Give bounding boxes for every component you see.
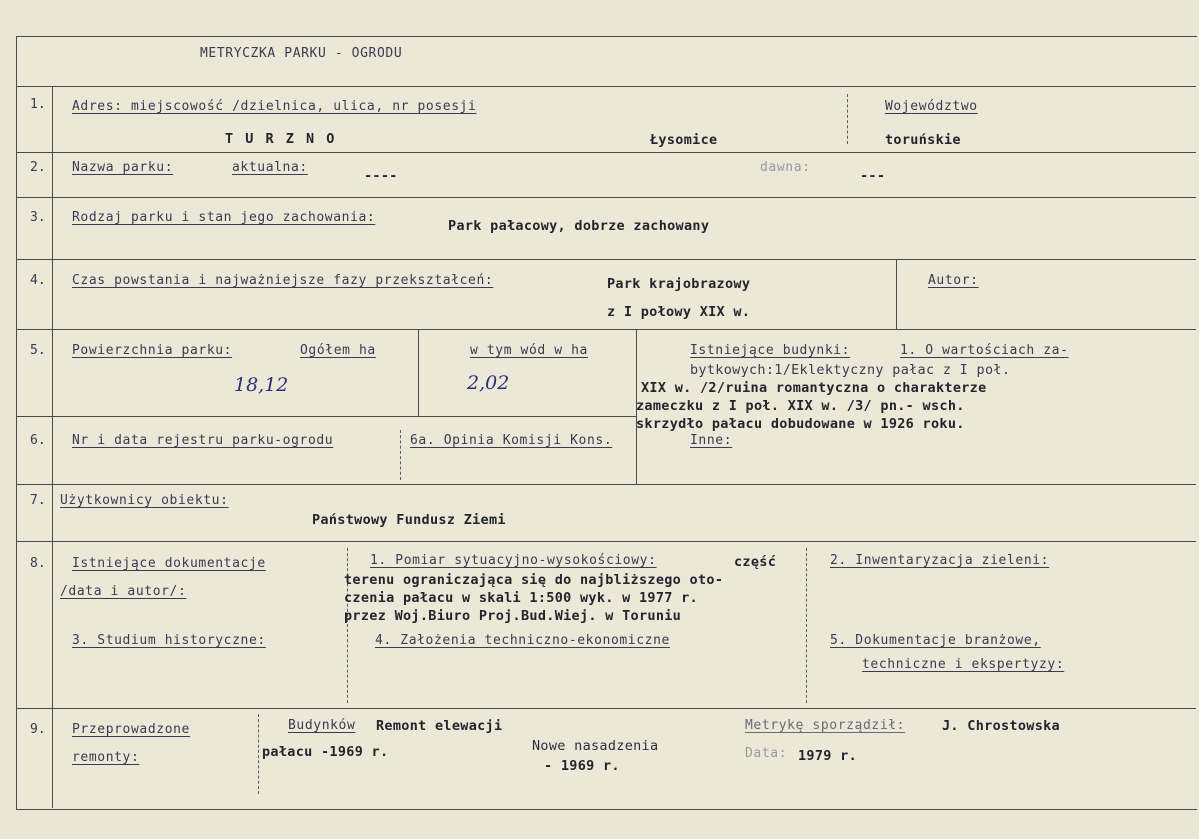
place-value: T U R Z N O — [225, 131, 337, 147]
commune-value: Łysomice — [650, 132, 718, 148]
dashed-divider — [847, 94, 848, 144]
former-name-value: --- — [860, 168, 886, 184]
section-number: 5. — [30, 343, 46, 358]
row-divider — [16, 329, 1196, 330]
total-area-label: Ogółem ha — [300, 343, 376, 358]
dashed-divider — [806, 548, 807, 703]
doc1-value-a: część — [734, 554, 777, 570]
section-number: 1. — [30, 97, 46, 112]
park-type-label: Rodzaj parku i stan jego zachowania: — [72, 210, 376, 225]
number-column-line — [52, 86, 53, 808]
register-label: Nr i data rejestru parku-ogrodu — [72, 433, 334, 448]
section-number: 9. — [30, 722, 46, 737]
planting-label: Nowe nasadzenia — [532, 738, 659, 754]
section-number: 7. — [30, 493, 46, 508]
column-divider — [896, 259, 897, 329]
opinion-label: 6a. Opinia Komisji Kons. — [410, 433, 613, 448]
park-type-value: Park pałacowy, dobrze zachowany — [448, 218, 710, 234]
buildings-note: 1. O wartościach za- — [900, 343, 1069, 358]
date-value: 1979 r. — [798, 748, 857, 764]
buildings-line5: skrzydło pałacu dobudowane w 1926 roku. — [636, 416, 965, 432]
doc4-label: 4. Założenia techniczno-ekonomiczne — [375, 633, 670, 648]
row-divider — [16, 197, 1196, 198]
dashed-divider — [400, 430, 401, 480]
voivodeship-label: Województwo — [885, 99, 978, 114]
voivodeship-value: toruńskie — [885, 132, 961, 148]
doc2-label: 2. Inwentaryzacja zieleni: — [830, 553, 1050, 568]
current-name-value: ---- — [364, 168, 398, 184]
origin-value-line1: Park krajobrazowy — [607, 276, 751, 292]
park-name-label: Nazwa parku: — [72, 160, 174, 175]
section-number: 4. — [30, 273, 46, 288]
section-number: 8. — [30, 556, 46, 571]
area-label: Powierzchnia parku: — [72, 343, 233, 358]
doc3-label: 3. Studium historyczne: — [72, 633, 266, 648]
row-divider — [16, 708, 1196, 709]
row-divider — [16, 86, 1196, 87]
prepared-by-value: J. Chrostowska — [942, 718, 1060, 734]
buildings-label: Istniejące budynki: — [690, 343, 851, 358]
section-number: 3. — [30, 210, 46, 225]
dashed-divider — [258, 714, 259, 794]
docs-label-line1: Istniejące dokumentacje — [72, 556, 266, 571]
former-name-label: dawna: — [760, 160, 811, 175]
doc5-label-line1: 5. Dokumentacje branżowe, — [830, 633, 1041, 648]
row-divider — [16, 152, 1196, 153]
doc1-line4: przez Woj.Biuro Proj.Bud.Wiej. w Toruniu — [344, 608, 682, 624]
total-area-value: 18,12 — [234, 374, 289, 396]
other-label: Inne: — [690, 433, 733, 448]
row-divider — [16, 484, 1196, 485]
column-divider — [418, 329, 419, 416]
section-number: 2. — [30, 160, 46, 175]
author-label: Autor: — [928, 273, 979, 288]
date-label: Data: — [745, 746, 788, 761]
water-area-label: w tym wód w ha — [470, 343, 588, 358]
origin-label: Czas powstania i najważniejsze fazy przekształceń: — [72, 273, 494, 288]
doc1-line2: terenu ograniczająca się do najbliższego oto- — [344, 572, 724, 588]
origin-value-line2: z I połowy XIX w. — [607, 304, 751, 320]
doc5-label-line2: techniczne i ekspertyzy: — [862, 657, 1065, 672]
buildings-repair-value: Remont elewacji — [376, 718, 503, 734]
repairs-label-line2: remonty: — [72, 750, 140, 765]
water-area-value: 2,02 — [467, 372, 510, 394]
planting-value: - 1969 r. — [544, 758, 620, 774]
address-label: Adres: miejscowość /dzielnica, ulica, nr posesji — [72, 99, 477, 114]
row-divider — [16, 541, 1196, 542]
prepared-label: Metrykę sporządził: — [745, 718, 906, 733]
buildings-line3: XIX w. /2/ruina romantyczna o charakterze — [641, 380, 987, 396]
buildings-repair-value2: pałacu -1969 r. — [262, 744, 389, 760]
buildings-repair-label: Budynków — [288, 718, 356, 733]
form-title: METRYCZKA PARKU - OGRODU — [200, 46, 403, 61]
users-value: Państwowy Fundusz Ziemi — [312, 512, 506, 528]
section-number: 6. — [30, 433, 46, 448]
doc1-line3: czenia pałacu w skali 1:500 wyk. w 1977 r. — [344, 590, 698, 606]
row-divider — [16, 416, 636, 417]
current-name-label: aktualna: — [232, 160, 308, 175]
row-divider — [16, 259, 1196, 260]
doc1-label: 1. Pomiar sytuacyjno-wysokościowy: — [370, 553, 657, 568]
users-label: Użytkownicy obiektu: — [60, 493, 229, 508]
docs-label-line2: /data i autor/: — [60, 584, 187, 599]
repairs-label-line1: Przeprowadzone — [72, 722, 190, 737]
buildings-line2: bytkowych:1/Eklektyczny pałac z I poł. — [690, 362, 1011, 378]
buildings-line4: zameczku z I poł. XIX w. /3/ pn.- wsch. — [636, 398, 965, 414]
